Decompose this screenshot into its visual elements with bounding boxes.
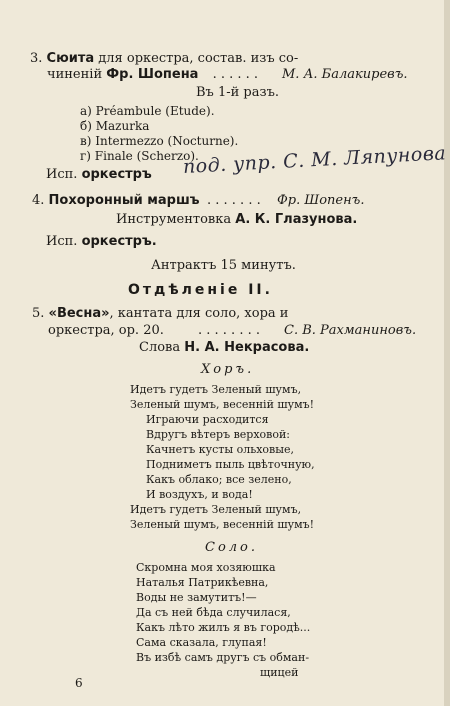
chorus-line: Идетъ гудетъ Зеленый шумъ, (130, 383, 302, 396)
chorus-line: И воздухъ, и вода! (146, 488, 253, 501)
page-number: 6 (75, 676, 83, 690)
solo-line: щицей (260, 666, 299, 679)
page-edge-shadow (444, 0, 450, 706)
item5-words (139, 340, 309, 355)
item5-composer: С. В. Рахманиновъ. (284, 323, 417, 338)
chorus-heading: Хоръ. (201, 362, 255, 377)
solo-line: Да съ ней бѣда случилася, (136, 606, 291, 619)
item4-instr (116, 212, 357, 227)
chorus-line: Вдругъ вѣтеръ верховой: (146, 428, 291, 441)
item4-instr-name: А. К. Глазунова. (235, 212, 358, 227)
item5-desc: , кантата для соло, хора и (109, 306, 289, 321)
chorus-line: Идетъ гудетъ Зеленый шумъ, (130, 503, 302, 516)
chorus-line: Качнетъ кусты ольховые, (146, 443, 294, 456)
item4-dots: . . . . . . . (207, 193, 261, 208)
item4-line1 (32, 193, 200, 208)
section-title: Отдѣленіе II. (128, 282, 273, 298)
chorus-line: Подниметъ пыль цвѣточную, (146, 458, 315, 471)
item4-title: Похоронный маршъ (48, 193, 200, 208)
item3-first-time: Въ 1-й разъ. (196, 85, 279, 100)
item4-instr-label: Инструментовка (116, 212, 232, 227)
item4-number: 4. (32, 193, 45, 208)
item3-performer-label: Исп. (46, 167, 78, 182)
item3-movement: б) Mazurka (80, 119, 150, 133)
item3-desc: для оркестра, состав. изъ со- (98, 51, 299, 66)
solo-heading: Соло. (205, 540, 259, 555)
item5-dots: . . . . . . . . (198, 323, 260, 338)
chorus-line: Зеленый шумъ, весенній шумъ! (130, 398, 315, 411)
item4-performer-label: Исп. (46, 234, 78, 249)
item3-movement: в) Intermezzo (Nocturne). (80, 134, 239, 148)
solo-line: Воды не замутитъ!— (136, 591, 257, 604)
item4-performer (46, 234, 157, 249)
solo-line: Сама сказала, глупая! (136, 636, 267, 649)
item5-line1 (32, 306, 288, 321)
chorus-line: Играючи расходится (146, 413, 269, 426)
item4-performer-value: оркестръ. (81, 234, 157, 249)
item5-words-name: Н. А. Некрасова. (184, 340, 310, 355)
chorus-line: Какъ облако; все зелено, (146, 473, 292, 486)
item3-movement: г) Finale (Scherzo). (80, 149, 199, 163)
item3-arranger: М. А. Балакиревъ. (282, 67, 408, 82)
solo-line: Въ избѣ самъ другъ съ обман- (136, 651, 310, 664)
item5-title: «Весна» (48, 306, 110, 321)
solo-line: Скромна моя хозяюшка (136, 561, 276, 574)
item3-line1 (30, 51, 298, 66)
handwritten-annotation: под. упр. С. М. Ляпунова (182, 142, 447, 178)
solo-line: Наталья Патрикѣевна, (136, 576, 269, 589)
item5-number: 5. (32, 306, 45, 321)
item4-composer: Фр. Шопенъ. (277, 193, 365, 208)
item3-number: 3. (30, 51, 43, 66)
item3-dots: . . . . . . (212, 67, 259, 82)
item3-line2 (47, 67, 437, 82)
item3-title: Сюита (46, 51, 95, 66)
item3-composer: Фр. Шопена (106, 67, 199, 82)
solo-line: Какъ лѣто жилъ я въ городѣ... (136, 621, 311, 634)
item3-performer (46, 167, 152, 182)
item3-desc2: чиненій (47, 67, 103, 82)
item3-movement: а) Préambule (Etude). (80, 104, 215, 118)
item5-words-label: Слова (139, 340, 181, 355)
intermission: Антрактъ 15 минутъ. (151, 258, 296, 273)
item5-desc2: оркестра, ор. 20. (48, 323, 164, 338)
chorus-line: Зеленый шумъ, весенній шумъ! (130, 518, 315, 531)
item3-performer-value: оркестръ (81, 167, 152, 182)
